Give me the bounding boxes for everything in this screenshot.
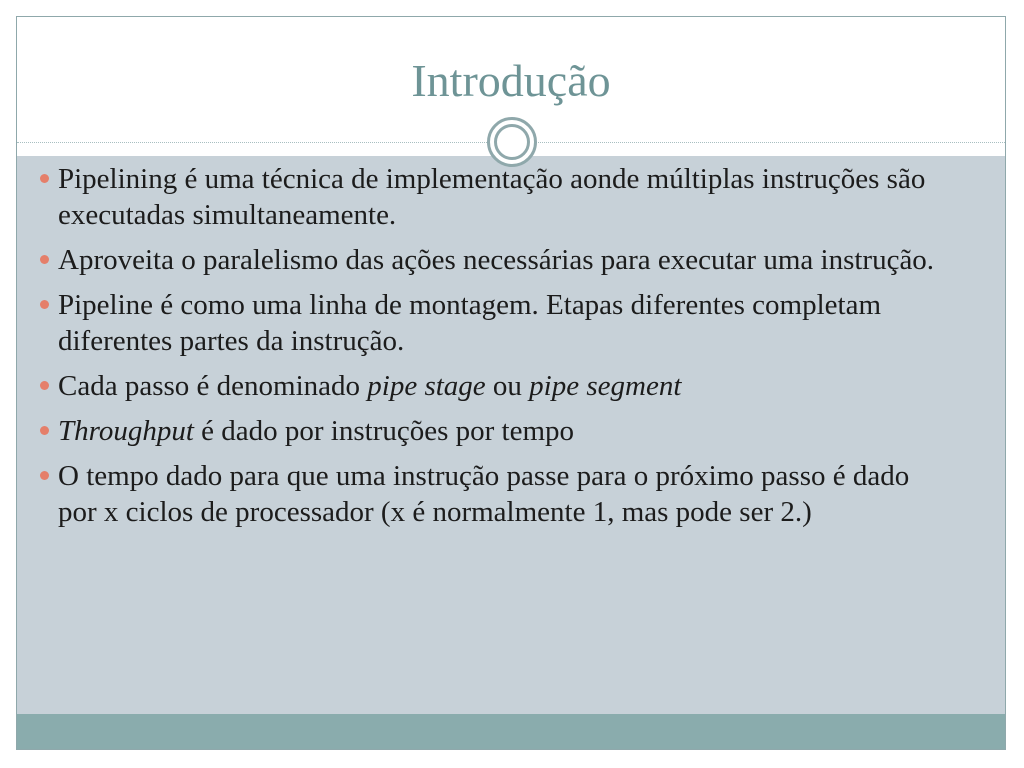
bullet-dot-icon [40,300,49,309]
bullet-text-emphasis: pipe stage [367,370,486,402]
footer-band [17,714,1005,749]
bullet-text-part: é dado por instruções por tempo [193,415,575,447]
bullet-text: Pipelining é uma técnica de implementação aonde múltiplas instruções são executadas simultaneamente. [58,163,926,231]
bullet-text: O tempo dado para que uma instrução passe para o próximo passo é dado por x ciclos de processador (x é normalmente 1, mas pode ser 2.) [58,460,910,528]
bullet-dot-icon [40,174,49,183]
bullet-item [40,458,940,530]
inner-ring [494,124,530,160]
bullet-item [40,368,940,404]
bullet-text-emphasis: Throughput [58,415,194,447]
bullet-item [40,242,940,278]
bullet-text-part: ou [485,370,530,402]
bullet-list [40,161,940,539]
slide-title: Introdução [411,55,611,106]
bullet-item [40,287,940,359]
bullet-dot-icon [40,255,49,264]
bullet-item [40,413,940,449]
bullet-text: Aproveita o paralelismo das ações necessárias para executar uma instrução. [58,244,935,276]
bullet-dot-icon [40,471,49,480]
bullet-text: Pipeline é como uma linha de montagem. Etapas diferentes completam diferentes partes da instrução. [58,289,882,357]
bullet-dot-icon [40,426,49,435]
bullet-text-part: Cada passo é denominado [58,370,368,402]
bullet-text-emphasis: pipe segment [529,370,682,402]
bullet-dot-icon [40,381,49,390]
bullet-item [40,161,940,233]
double-ring-icon [487,117,537,167]
